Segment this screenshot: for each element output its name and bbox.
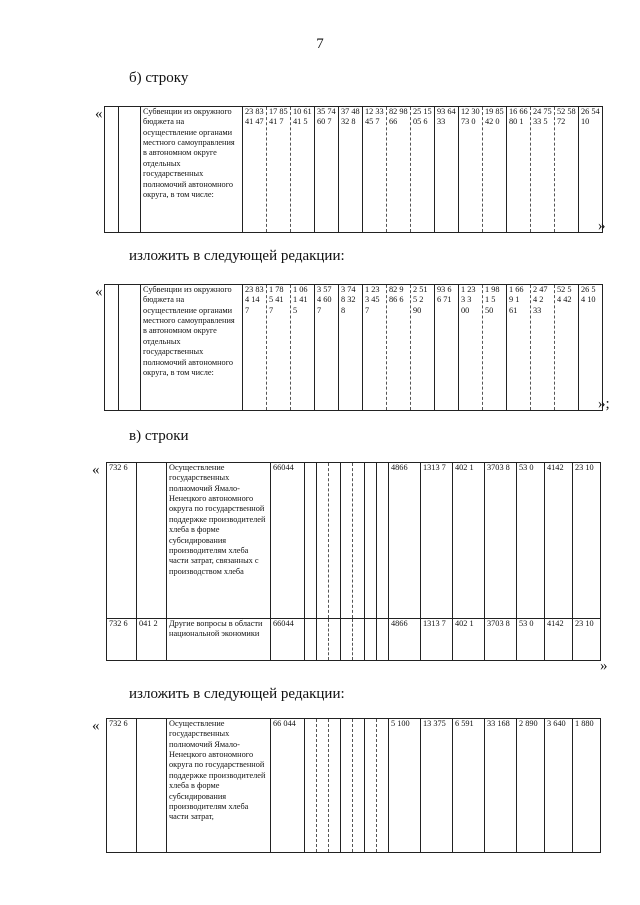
table-b-old: [104, 106, 603, 233]
cell-value: 33 168: [485, 719, 517, 853]
cell-empty: [105, 107, 119, 233]
cell-empty: [317, 463, 329, 619]
cell-empty: [105, 285, 119, 411]
cell-value: 93 64 33: [435, 107, 459, 233]
cell-value: 2 51 5 2 90: [411, 285, 435, 411]
table-v-old: [106, 462, 601, 661]
cell-section: [137, 719, 167, 853]
cell-description: Субвенции из окружного бюджета на осуществление органами местного самоуправления в автономном округе отдельных государственных полномочий автономного округа, в том числе:: [141, 107, 243, 233]
cell-value: 16 66 80 1: [507, 107, 531, 233]
cell-value: 17 85 41 7: [267, 107, 291, 233]
cell-empty: [365, 463, 377, 619]
cell-empty: [365, 719, 377, 853]
cell-empty: [353, 463, 365, 619]
cell-empty: [365, 619, 377, 661]
cell-value: 6 591: [453, 719, 485, 853]
cell-value: 10 61 41 5: [291, 107, 315, 233]
cell-empty: [119, 285, 141, 411]
cell-empty: [305, 719, 317, 853]
cell-empty: [377, 463, 389, 619]
cell-code: 732 6: [107, 463, 137, 619]
cell-value: 24 75 33 5: [531, 107, 555, 233]
cell-value: 4142: [545, 463, 573, 619]
section-v-heading: в) строки: [129, 428, 189, 444]
cell-value: 12 30 73 0: [459, 107, 483, 233]
cell-value: 26 5 4 10: [579, 285, 603, 411]
cell-empty: [119, 107, 141, 233]
cell-description: Субвенции из окружного бюджета на осуществление органами местного самоуправления в автономном округе отдельных государственных полномочий автономного округа, в том числе:: [141, 285, 243, 411]
table-row: [107, 719, 601, 853]
cell-value: 3 74 8 32 8: [339, 285, 363, 411]
cell-empty: [317, 619, 329, 661]
cell-value: 3 57 4 60 7: [315, 285, 339, 411]
cell-value: 35 74 60 7: [315, 107, 339, 233]
cell-empty: [341, 463, 353, 619]
cell-value: 3703 8: [485, 463, 517, 619]
cell-empty: [317, 719, 329, 853]
cell-value: 1 98 1 5 50: [483, 285, 507, 411]
cell-sum: 66 044: [271, 719, 305, 853]
section-v-new-heading: изложить в следующей редакции:: [129, 686, 345, 702]
cell-value: 1 23 3 45 7: [363, 285, 387, 411]
cell-value: 53 0: [517, 619, 545, 661]
cell-value: 3 640: [545, 719, 573, 853]
cell-value: 1313 7: [421, 463, 453, 619]
cell-value: 4866: [389, 463, 421, 619]
cell-value: 3703 8: [485, 619, 517, 661]
cell-description: Осуществление государственных полномочий Ямало-Ненецкого автономного округа по государственной поддержке производителей хлеба в форме субсидирования производителям хлеба части затрат,: [167, 719, 271, 853]
cell-value: 1 06 1 41 5: [291, 285, 315, 411]
cell-value: 1 880: [573, 719, 601, 853]
cell-value: 82 98 66: [387, 107, 411, 233]
cell-value: 82 9 86 6: [387, 285, 411, 411]
cell-value: 52 58 72: [555, 107, 579, 233]
open-quote: «: [95, 106, 103, 122]
cell-empty: [329, 719, 341, 853]
cell-description: Другие вопросы в области национальной экономики: [167, 619, 271, 661]
cell-value: 52 5 4 42: [555, 285, 579, 411]
cell-value: 12 33 45 7: [363, 107, 387, 233]
cell-empty: [353, 619, 365, 661]
cell-value: 53 0: [517, 463, 545, 619]
table-v-new: [106, 718, 601, 853]
cell-section: [137, 463, 167, 619]
cell-value: 13 375: [421, 719, 453, 853]
close-quote-semicolon: »;: [598, 396, 610, 412]
cell-empty: [377, 619, 389, 661]
cell-value: 93 6 6 71: [435, 285, 459, 411]
cell-code: 732 6: [107, 619, 137, 661]
cell-empty: [305, 619, 317, 661]
cell-value: 4142: [545, 619, 573, 661]
cell-value: 1 23 3 3 00: [459, 285, 483, 411]
cell-empty: [377, 719, 389, 853]
cell-section: 041 2: [137, 619, 167, 661]
cell-empty: [305, 463, 317, 619]
close-quote: »: [598, 218, 606, 234]
cell-value: 37 48 32 8: [339, 107, 363, 233]
open-quote: «: [92, 462, 100, 478]
cell-value: 402 1: [453, 463, 485, 619]
cell-value: 19 85 42 0: [483, 107, 507, 233]
cell-sum: 66044: [271, 619, 305, 661]
cell-value: 402 1: [453, 619, 485, 661]
cell-value: 5 100: [389, 719, 421, 853]
cell-value: 1 66 9 1 61: [507, 285, 531, 411]
cell-code: 732 6: [107, 719, 137, 853]
cell-sum: 66044: [271, 463, 305, 619]
cell-value: 2 47 4 2 33: [531, 285, 555, 411]
section-b-new-heading: изложить в следующей редакции:: [129, 248, 345, 264]
cell-value: 26 54 10: [579, 107, 603, 233]
cell-value: 4866: [389, 619, 421, 661]
section-b-heading: б) строку: [129, 70, 189, 86]
cell-value: 23 83 41 47: [243, 107, 267, 233]
table-b-new: [104, 284, 603, 411]
cell-empty: [329, 619, 341, 661]
page-number: 7: [316, 36, 324, 52]
close-quote: »: [600, 658, 608, 674]
table-row: [107, 463, 601, 619]
cell-description: Осуществление государственных полномочий Ямало-Ненецкого автономного округа по государственной поддержке производителей хлеба в форме субсидирования производителям хлеба части затрат, связанных с производством хлеба: [167, 463, 271, 619]
open-quote: «: [92, 718, 100, 734]
cell-empty: [353, 719, 365, 853]
table-row: [107, 619, 601, 661]
cell-value: 23 10: [573, 619, 601, 661]
cell-value: 25 15 05 6: [411, 107, 435, 233]
cell-value: 1313 7: [421, 619, 453, 661]
cell-value: 23 10: [573, 463, 601, 619]
cell-value: 2 890: [517, 719, 545, 853]
cell-empty: [341, 719, 353, 853]
cell-value: 23 83 4 14 7: [243, 285, 267, 411]
cell-empty: [329, 463, 341, 619]
cell-empty: [341, 619, 353, 661]
cell-value: 1 78 5 41 7: [267, 285, 291, 411]
open-quote: «: [95, 284, 103, 300]
